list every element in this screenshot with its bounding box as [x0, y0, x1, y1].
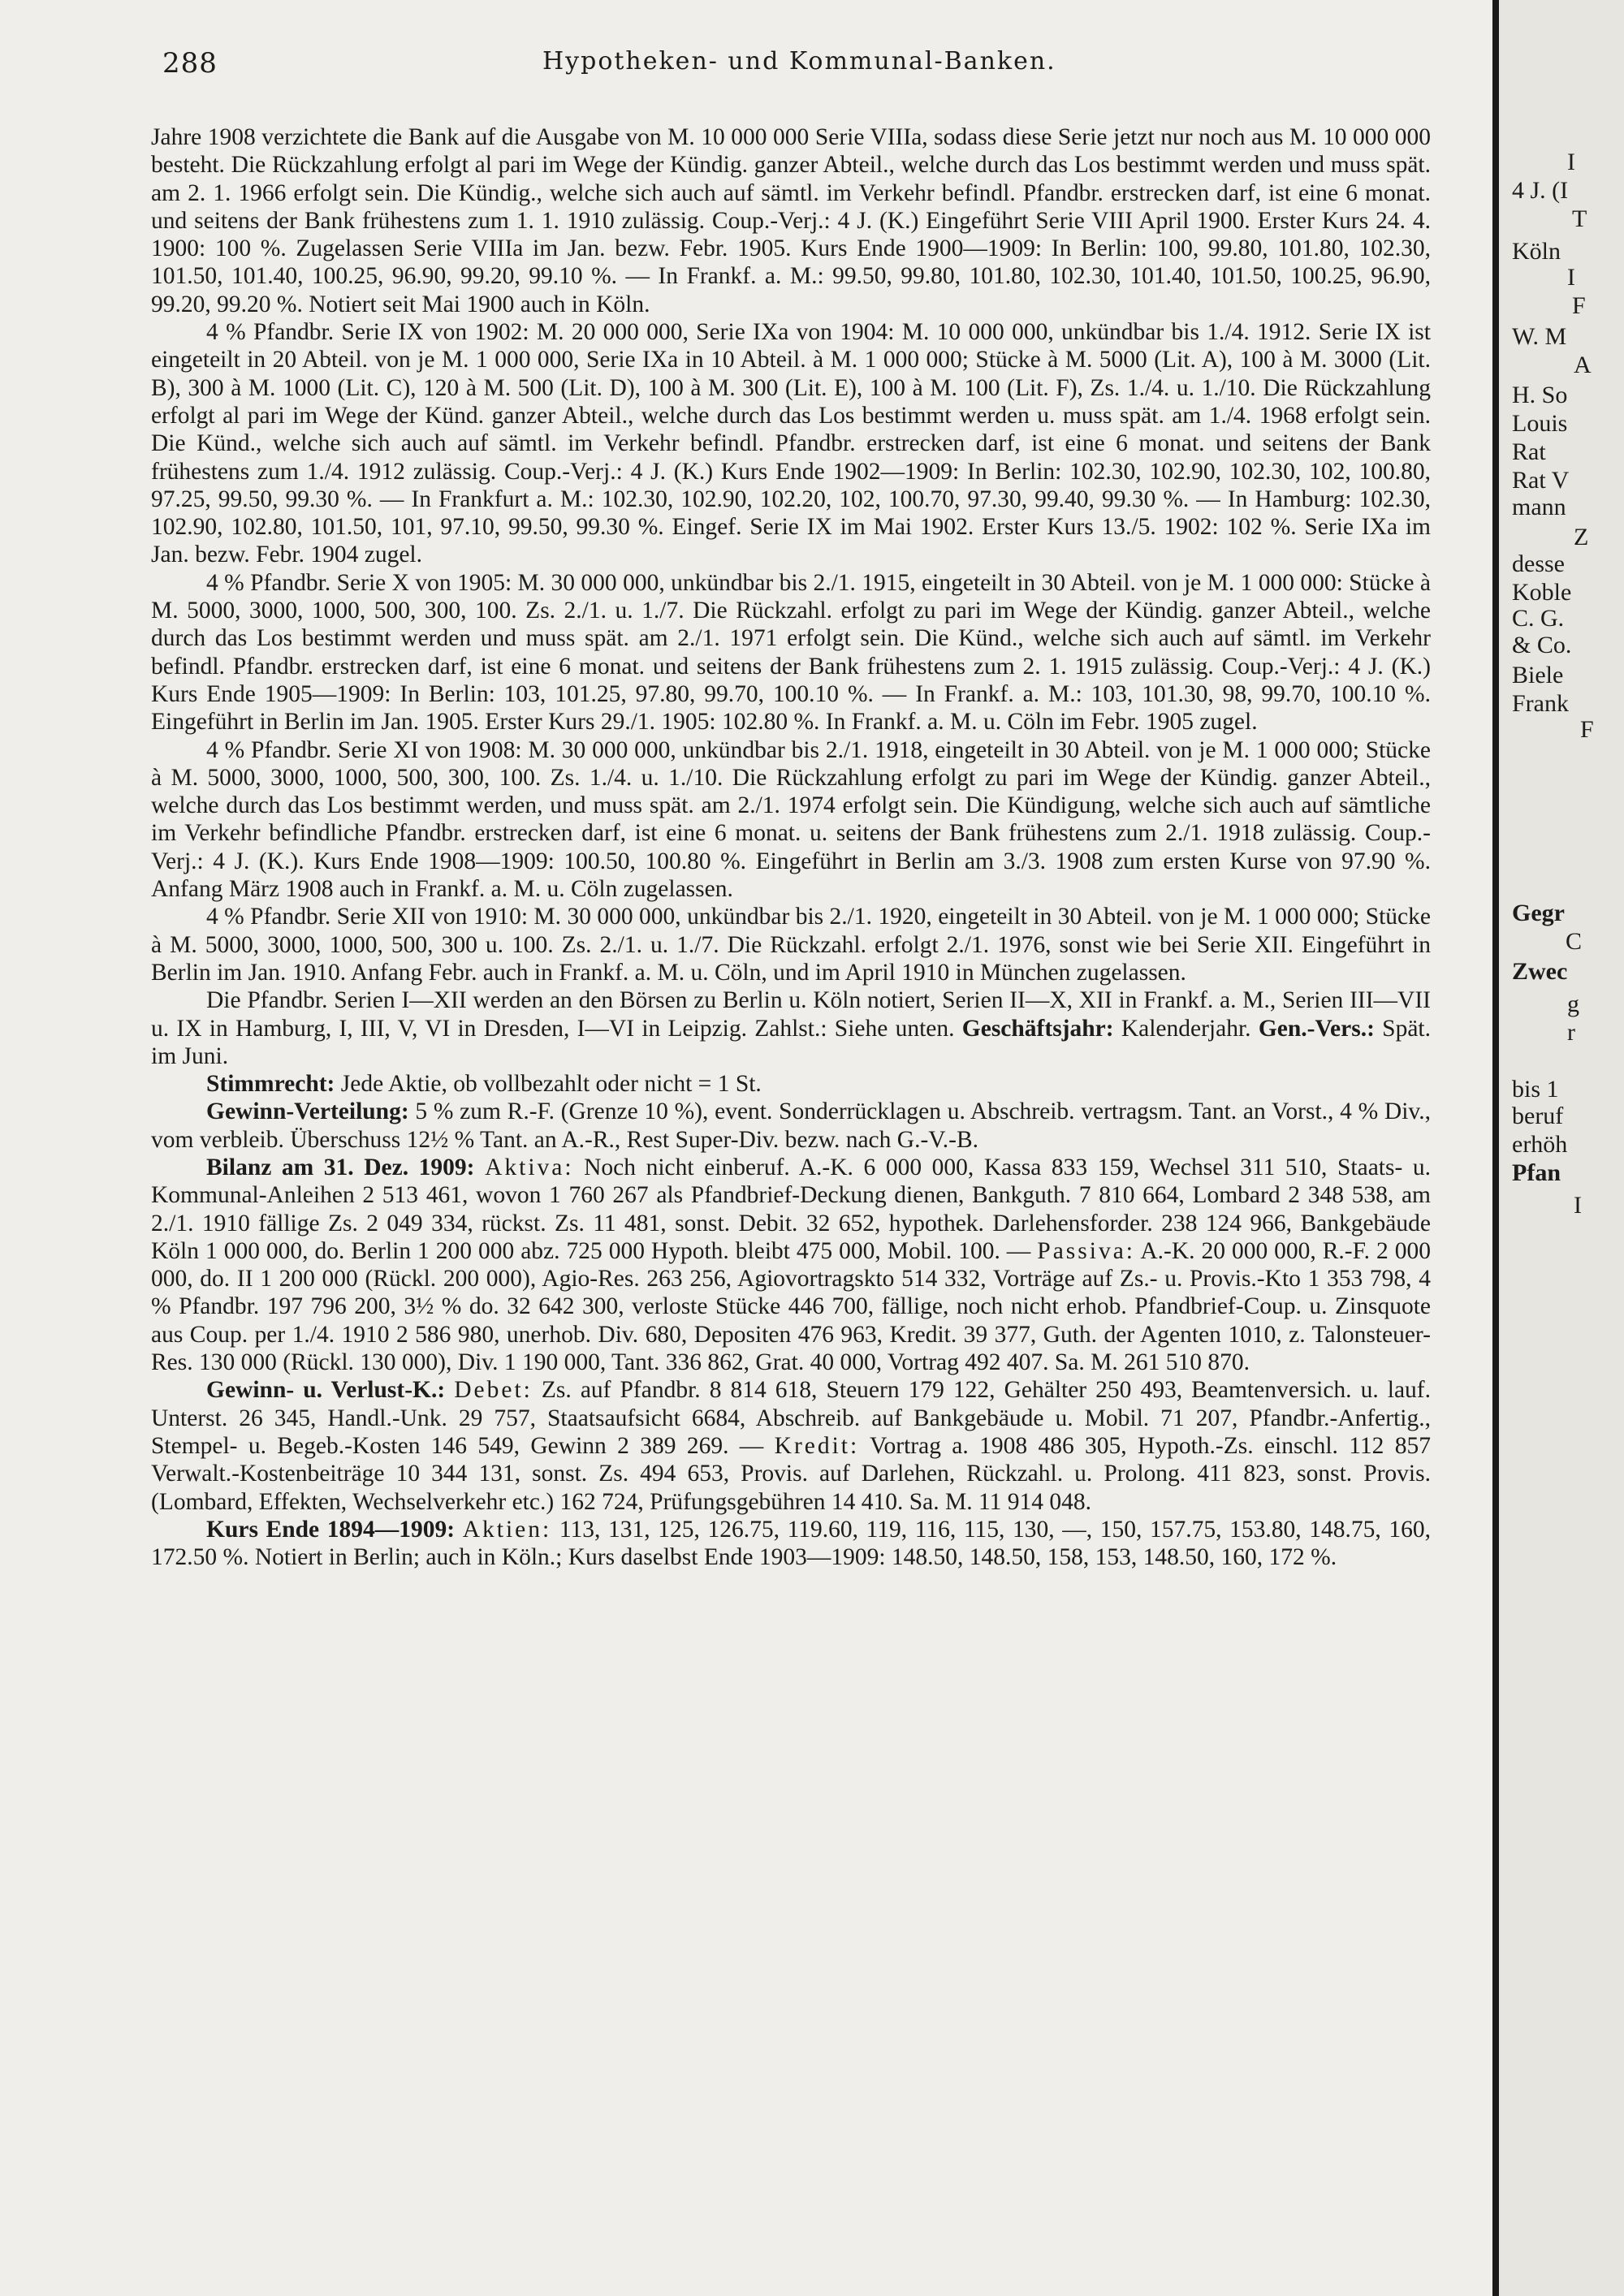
adjacent-page-fragment: A [1574, 352, 1592, 378]
paragraph-text: 5 % zum R.-F. (Grenze 10 %), event. Sonderrücklagen u. Abschreib. vertragsm. Tant. an Vorst., 4 % Div., vom verbleib. Überschuss 12½ % Tant. an A.-R., Rest Super-Div. bezw. nach G.-V.-B. [151, 1098, 1431, 1153]
spaced-label: Debet: [454, 1377, 533, 1404]
adjacent-page-fragment: C [1566, 928, 1583, 955]
adjacent-page-fragment: desse [1512, 550, 1565, 577]
paragraph [151, 318, 1431, 569]
adjacent-page-fragment: Z [1574, 524, 1589, 550]
section-keyword: Stimmrecht: [206, 1071, 335, 1098]
page-header [162, 47, 1429, 83]
adjacent-page-fragment: Pfan [1512, 1159, 1561, 1186]
adjacent-page-fragment: H. So [1512, 382, 1568, 408]
paragraph-text [474, 1154, 485, 1180]
adjacent-page-fragment: I [1574, 1192, 1582, 1219]
adjacent-page-fragment: bis 1 [1512, 1076, 1559, 1103]
paragraph-text: Kalenderjahr. [1113, 1015, 1259, 1042]
spaced-label: Passiva: [1037, 1237, 1135, 1264]
paragraph-text: Jede Aktie, ob vollbezahlt oder nicht = 1 St. [335, 1071, 762, 1098]
paragraph [151, 1098, 1431, 1154]
section-keyword: Gen.-Vers.: [1258, 1015, 1375, 1042]
adjacent-page-fragment: 4 J. (I [1512, 177, 1569, 204]
paragraph-text [445, 1377, 454, 1403]
paragraph-text: 113, 131, 125, 126.75, 119.60, 119, 116, 115, 130, —, 150, 157.75, 153.80, 148.75, 160, 172.50 %. Notiert in Berlin; auch in Köln.; Kurs daselbst Ende 1903—1909: 148.50, 148.50, 158, 153, 148.50, 160, 172 %. [151, 1516, 1432, 1571]
paragraph-text: 4 % Pfandbr. Serie XII von 1910: M. 30 000 000, unkündbar bis 2./1. 1920, eingeteilt in 30 Abteil. von je M. 1 000 000; Stücke à M. 5000, 3000, 1000, 500, 300 u. 100. Zs. 2./1. u. 1./7. Die Rückzahl. erfolgt 2./1. 1976, sonst wie bei Serie XII. Eingeführt in Berlin im Jan. 1910. Anfang Febr. auch in Frankf. a. M. u. Cöln, und im April 1910 in München zugelassen. [151, 904, 1431, 986]
paragraph [151, 123, 1431, 318]
paragraph-text: Jahre 1908 verzichtete die Bank auf die Ausgabe von M. 10 000 000 Serie VIIIa, sodass diese Serie jetzt nur noch aus M. 10 000 000 besteht. Die Rückzahlung erfolgt al pari im Wege der Kündig. ganzer Abteil., welche durch das Los bestimmt werden und muss spät. am 2. 1. 1966 erfolgt sein. Die Kündig., welche sich auch auf sämtl. im Verkehr befindl. Pfandbr. erstrecken darf, ist eine 6 monat. und seitens der Bank frühestens zum 1. 1. 1910 zulässig. Coup.-Verj.: 4 J. (K.) Eingeführt Serie VIII April 1900. Erster Kurs 24. 4. 1900: 100 %. Zugelassen Serie VIIIa im Jan. bezw. Febr. 1905. Kurs Ende 1900—1909: In Berlin: 100, 99.80, 101.80, 102.30, 101.50, 101.40, 100.25, 96.90, 99.20, 99.10 %. — In Frankf. a. M.: 99.50, 99.80, 101.80, 102.30, 101.40, 101.50, 100.25, 96.90, 99.20, 99.20 %. Notiert seit Mai 1900 auch in Köln. [151, 124, 1431, 317]
adjacent-page-fragment: Gegr [1512, 900, 1565, 926]
page-number: 288 [162, 47, 218, 80]
adjacent-page-fragment: F [1580, 716, 1594, 743]
adjacent-page-fragment: beruf [1512, 1103, 1564, 1129]
paragraph [151, 1154, 1431, 1376]
paragraph-text: 4 % Pfandbr. Serie X von 1905: M. 30 000 000, unkündbar bis 2./1. 1915, eingeteilt in 30 Abteil. von je M. 1 000 000: Stücke à M. 5000, 3000, 1000, 500, 300, 100. Zs. 2./1. u. 1./7. Die Rückzahl. erfolgt zu pari im Wege der Kündig. ganzer Abteil., welche durch das Los bestimmt werden und muss spät. am 2./1. 1971 erfolgt sein. Die Künd., welche sich auch auf sämtl. im Verkehr befindl. Pfandbr. erstrecken darf, ist eine 6 monat. und seitens der Bank frühestens zum 2. 1. 1915 zulässig. Coup.-Verj.: 4 J. (K.) Kurs Ende 1905—1909: In Berlin: 103, 101.25, 97.80, 99.70, 100.10 %. — In Frankf. a. M.: 103, 101.30, 98, 99.70, 100.10 %. Eingeführt in Berlin im Jan. 1905. Erster Kurs 29./1. 1905: 102.80 %. In Frankf. a. M. u. Cöln im Febr. 1905 zugel. [151, 569, 1431, 736]
adjacent-page-fragment: W. M [1512, 323, 1567, 350]
paragraph [151, 1516, 1431, 1572]
adjacent-page-fragment: Frank [1512, 690, 1569, 717]
running-title: Hypotheken- und Kommunal-Banken. [542, 47, 1056, 76]
adjacent-page-fragment: Louis [1512, 410, 1568, 437]
adjacent-page-fragment: I [1567, 149, 1575, 175]
adjacent-page-fragment: Rat V [1512, 467, 1570, 494]
section-keyword: Gewinn- u. Verlust-K.: [206, 1377, 446, 1404]
paragraph-text: A.-K. 20 000 000, R.-F. 2 000 000, do. II 1 200 000 (Rückl. 200 000), Agio-Res. 263 256, Agiovortragskto 514 332, Vorträge auf Zs.- u. Provis.-Kto 1 353 798, 4 % Pfandbr. 197 796 200, 3½ % do. 32 642 300, verloste Stücke 446 700, fällige, noch nicht erhob. Pfandbrief-Coup. u. Zinsquote aus Coup. per 1./4. 1910 2 586 980, unerhob. Div. 680, Depositen 476 963, Kredit. 39 377, Guth. der Agenten 1010, z. Talonsteuer-Res. 130 000 (Rückl. 130 000), Div. 1 190 000, Tant. 336 862, Grat. 40 000, Vortrag 492 407. Sa. M. 261 510 870. [151, 1237, 1431, 1376]
section-keyword: Kurs Ende 1894—1909: [206, 1516, 456, 1543]
spaced-label: Kredit: [774, 1432, 860, 1459]
spaced-label: Aktien: [462, 1516, 552, 1543]
adjacent-page-fragment: T [1572, 205, 1587, 232]
paragraph [151, 569, 1431, 736]
adjacent-page-fragment: F [1572, 292, 1586, 319]
paragraph-text: Noch nicht einberuf. A.-K. 6 000 000, Kassa 833 159, Wechsel 311 510, Staats- u. Kommunal-Anleihen 2 513 461, wovon 1 760 267 als Pfandbrief-Deckung dienen, Bankguth. 7 810 664, Lombard 2 348 538, am 2./1. 1910 fällige Zs. 2 049 334, rückst. Zs. 11 481, sonst. Debit. 32 652, hypothek. Darlehensforder. 238 124 966, Bankgebäude Köln 1 000 000, do. Berlin 1 200 000 abz. 725 000 Hypoth. bleibt 475 000, Mobil. 100. — [151, 1154, 1431, 1264]
adjacent-page-fragment: C. G. [1512, 605, 1565, 632]
adjacent-page-fragment: mann [1512, 494, 1566, 520]
paragraph [151, 736, 1431, 904]
adjacent-page-fragment: Köln [1512, 238, 1561, 265]
page-body [151, 123, 1431, 1571]
paragraph [151, 903, 1431, 986]
adjacent-page-fragment: I [1567, 264, 1575, 291]
paragraph-text: Spät. im Juni. [151, 1015, 1431, 1069]
book-gutter [1492, 0, 1499, 2296]
adjacent-page-edge [1499, 0, 1624, 2296]
adjacent-page-fragment: Biele [1512, 662, 1564, 688]
adjacent-page-fragment: erhöh [1512, 1131, 1568, 1158]
paragraph-text: 4 % Pfandbr. Serie IX von 1902: M. 20 000 000, Serie IXa von 1904: M. 10 000 000, unkündbar bis 1./4. 1912. Serie IX ist eingeteilt in 20 Abteil. von je M. 1 000 000, Serie IXa in 10 Abteil. à M. 1 000 000; Stücke à M. 5000 (Lit. A), 100 à M. 3000 (Lit. B), 300 à M. 1000 (Lit. C), 120 à M. 500 (Lit. D), 100 à M. 300 (Lit. E), 100 à M. 100 (Lit. F), Zs. 1./4. u. 1./10. Die Rückzahlung erfolgt al pari im Wege der Künd. ganzer Abteil., welche durch das Los bestimmt werden u. muss spät. am 1./4. 1968 erfolgt sein. Die Künd., welche sich auch auf sämtl. im Verkehr befindl. Pfandbr. erstrecken darf, ist eine 6 monat. und seitens der Bank frühestens zum 1./4. 1912 zulässig. Coup.-Verj.: 4 J. (K.) Kurs Ende 1902—1909: In Berlin: 102.30, 102.90, 102.30, 102, 100.80, 97.25, 99.50, 99.30 %. — In Frankfurt a. M.: 102.30, 102.90, 102.20, 102, 100.70, 97.30, 99.40, 99.30 %. — In Hamburg: 102.30, 102.90, 102.80, 101.50, 101, 97.10, 99.50, 99.30 %. Eingef. Serie IX im Mai 1902. Erster Kurs 13./5. 1902: 102 %. Serie IXa im Jan. bezw. Febr. 1904 zugel. [151, 319, 1431, 568]
spaced-label: Aktiva: [485, 1154, 574, 1180]
adjacent-page-fragment: r [1567, 1019, 1575, 1046]
adjacent-page-fragment: Koble [1512, 579, 1572, 606]
adjacent-page-fragment: & Co. [1512, 632, 1572, 658]
paragraph-text: Vortrag a. 1908 486 305, Hypoth.-Zs. einschl. 112 857 Verwalt.-Kostenbeiträge 10 344 131, sonst. Zs. 494 653, Provis. auf Darlehen, Rückzahl. u. Prolong. 411 823, sonst. Provis. (Lombard, Effekten, Wechselverkehr etc.) 162 724, Prüfungsgebühren 14 410. Sa. M. 11 914 048. [151, 1432, 1431, 1515]
paragraph [151, 1070, 1431, 1098]
section-keyword: Bilanz am 31. Dez. 1909: [206, 1154, 475, 1180]
paragraph-text: Zs. auf Pfandbr. 8 814 618, Steuern 179 122, Gehälter 250 493, Beamtenversich. u. lauf. Unterst. 26 345, Handl.-Unk. 29 757, Staatsaufsicht 6684, Abschreib. auf Bankgebäude u. Mobil. 71 207, Pfandbr.-Anfertig., Stempel- u. Begeb.-Kosten 146 549, Gewinn 2 389 269. — [151, 1377, 1431, 1459]
paragraph-text: Die Pfandbr. Serien I—XII werden an den Börsen zu Berlin u. Köln notiert, Serien II—X, XII in Frankf. a. M., Serien III—VII u. IX in Hamburg, I, III, V, VI in Dresden, I—VI in Leipzig. Zahlst.: Siehe unten. [151, 987, 1431, 1042]
paragraph [151, 1376, 1431, 1515]
paragraph-text: 4 % Pfandbr. Serie XI von 1908: M. 30 000 000, unkündbar bis 2./1. 1918, eingeteilt in 30 Abteil. von je M. 1 000 000; Stücke à M. 5000, 3000, 1000, 500, 300, 100. Zs. 1./4. u. 1./10. Die Rückzahlung erfolgt zu pari im Wege der Kündig. ganzer Abteil., welche durch das Los bestimmt werden, und muss spät. am 2./1. 1974 erfolgt sein. Die Kündigung, welche sich auch auf sämtliche im Verkehr befindliche Pfandbr. erstrecken darf, ist eine 6 monat. u. seitens der Bank frühestens zum 2./1. 1918 zulässig. Coup.-Verj.: 4 J. (K.). Kurs Ende 1908—1909: 100.50, 100.80 %. Eingeführt in Berlin am 3./3. 1908 zum ersten Kurse von 97.90 %. Anfang März 1908 auch in Frankf. a. M. u. Cöln zugelassen. [151, 736, 1431, 903]
paragraph-text [455, 1517, 463, 1543]
adjacent-page-fragment: g [1567, 990, 1579, 1017]
section-keyword: Geschäftsjahr: [961, 1015, 1114, 1042]
paragraph [151, 986, 1431, 1070]
adjacent-page-fragment: Rat [1512, 438, 1546, 465]
section-keyword: Gewinn-Verteilung: [206, 1098, 409, 1125]
adjacent-page-fragment: Zwec [1512, 958, 1568, 985]
